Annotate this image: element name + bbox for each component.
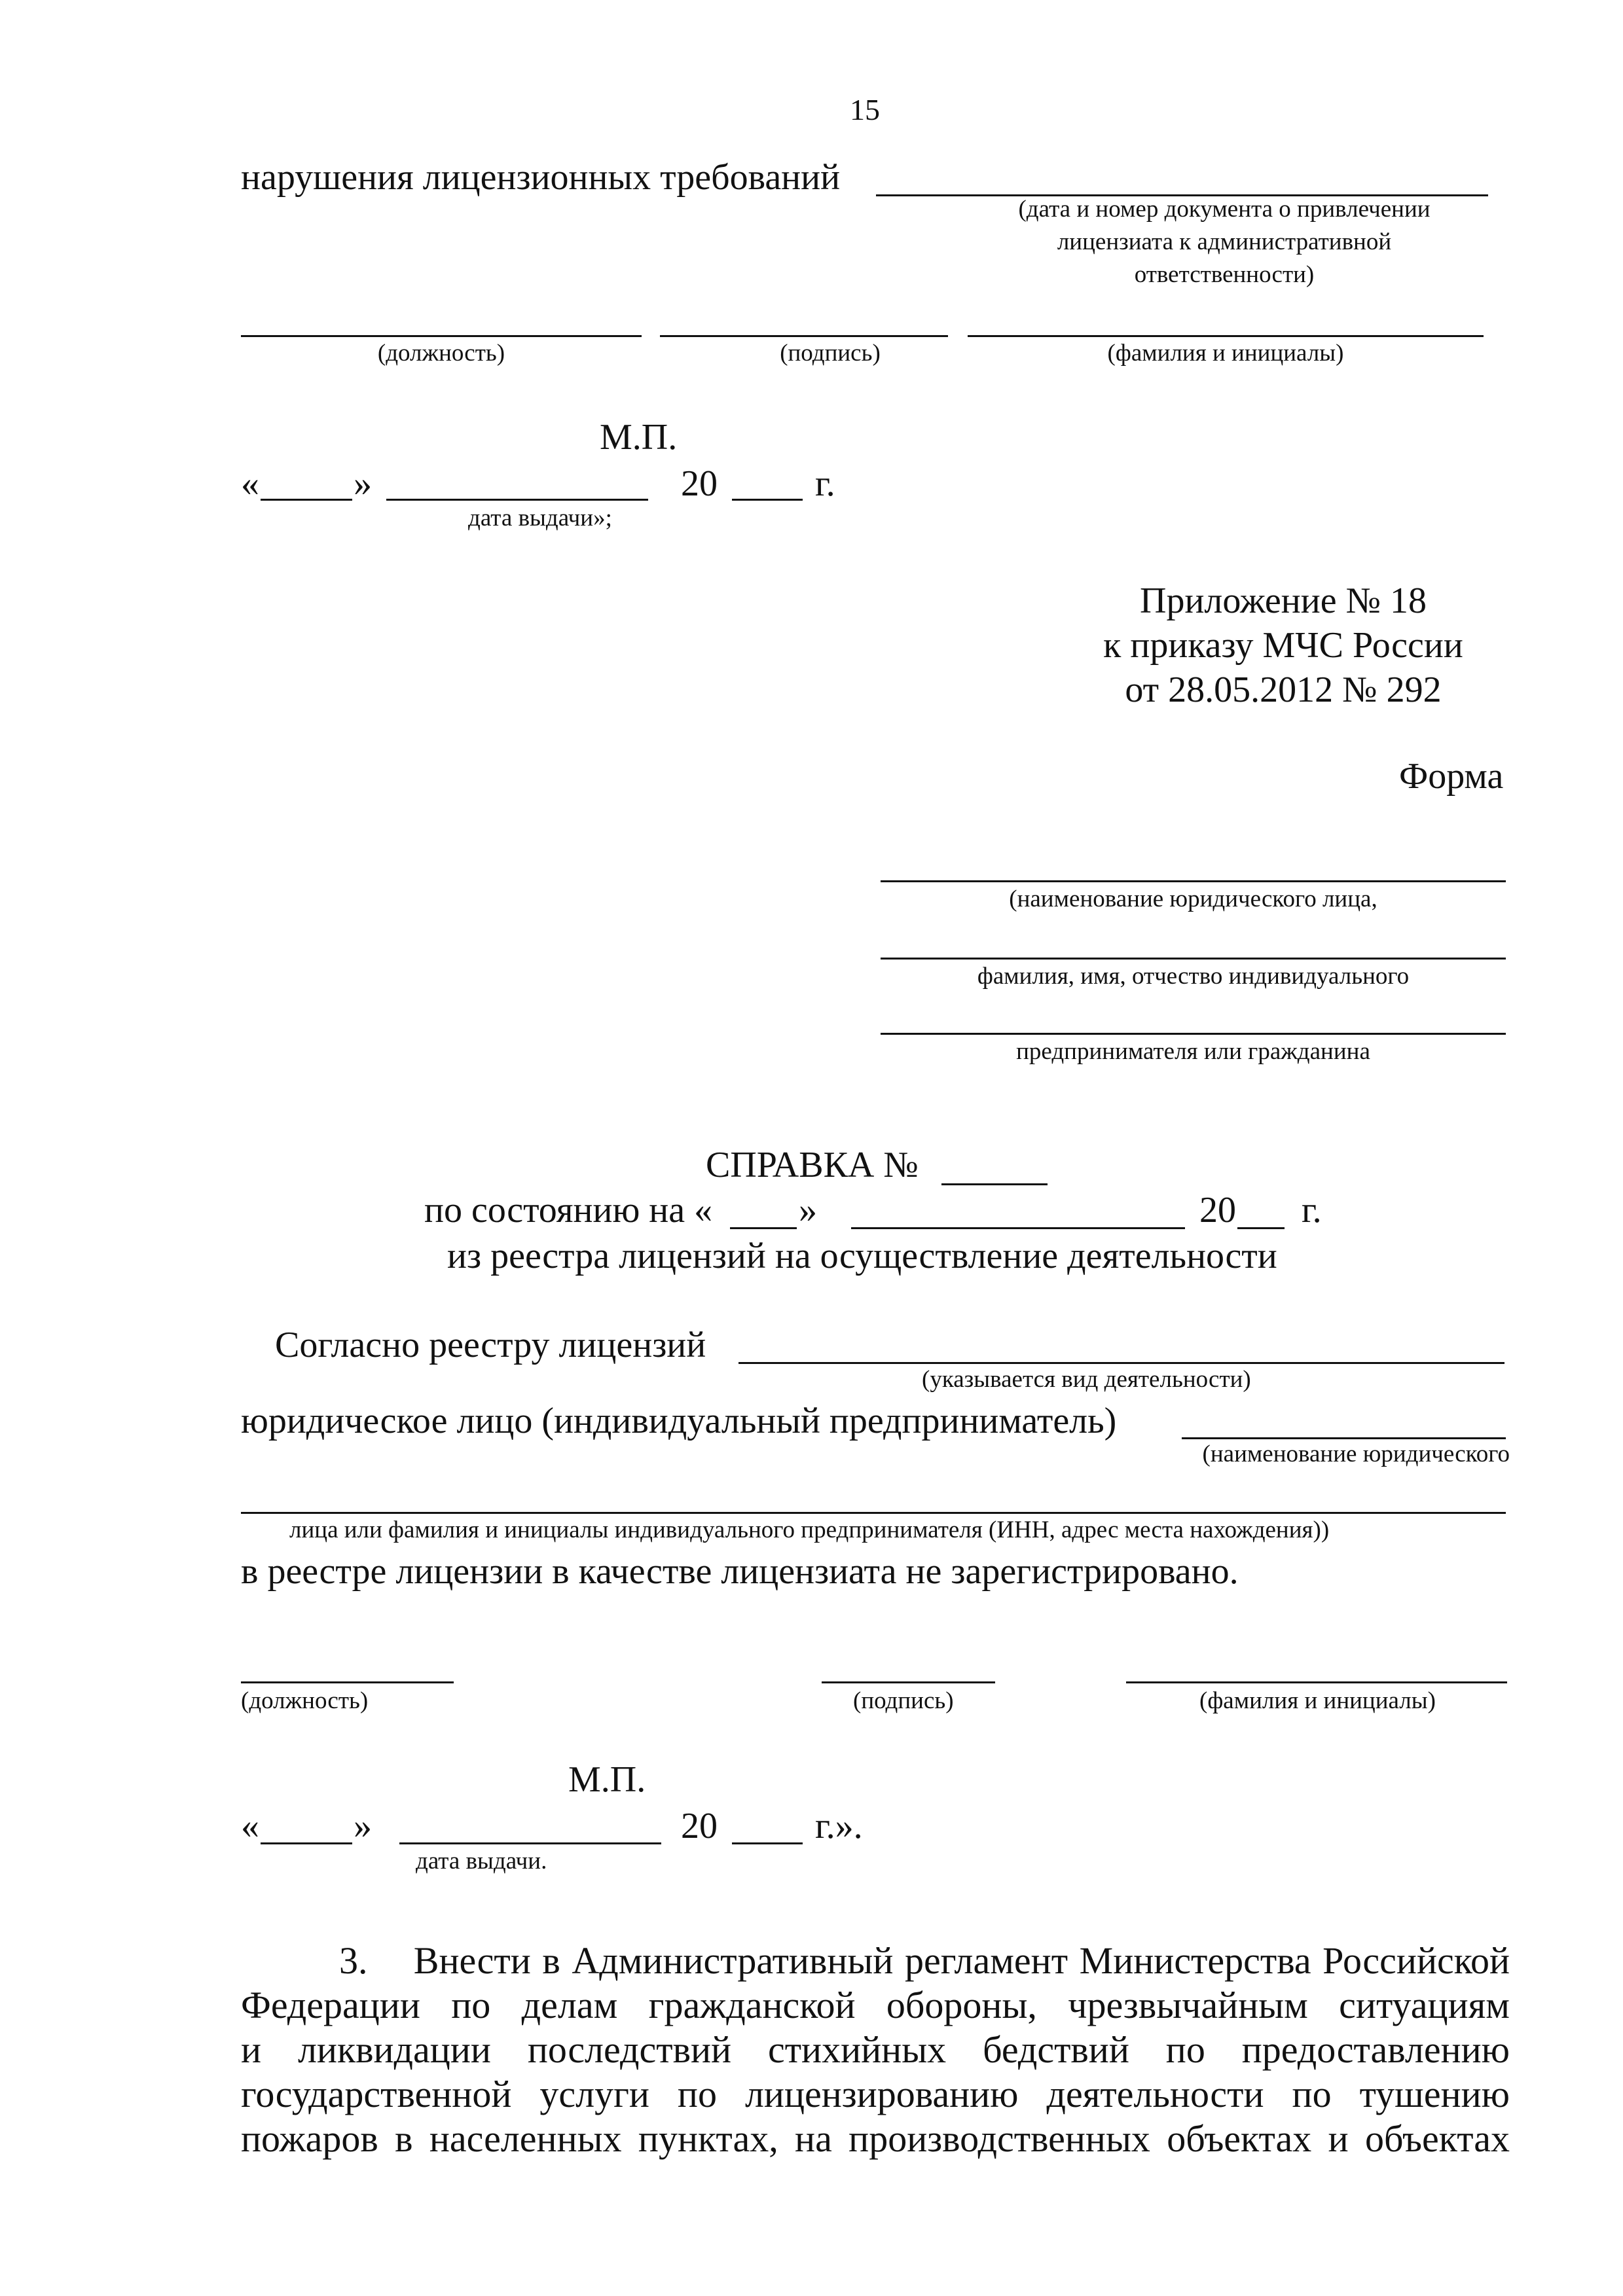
appendix-line-1: Приложение № 18: [1140, 581, 1427, 621]
top-position-caption: (должность): [377, 340, 505, 367]
item-3-line-1: [241, 1939, 1510, 1983]
bottom-date-year-blank: [732, 1842, 803, 1844]
top-date-quote-close: »: [354, 463, 372, 504]
addressee-caption-1: (наименование юридического лица,: [1009, 886, 1377, 912]
item-3-line-5: пожаров в населенных пунктах, на производственных объектах и объектах: [241, 2117, 1510, 2160]
spravka-month-blank: [851, 1227, 1185, 1229]
top-position-line: [241, 335, 642, 337]
top-date-caption: дата выдачи»;: [468, 505, 612, 531]
entity-full-line: [241, 1512, 1506, 1514]
appendix-line-2: к приказу МЧС России: [1103, 625, 1463, 666]
violation-caption-1: (дата и номер документа о привлечении: [1018, 196, 1431, 223]
top-name-line: [968, 335, 1484, 337]
item-3-line-2: Федерации по делам гражданской обороны, чрезвычайным ситуациям: [241, 1984, 1510, 2026]
top-name-caption: (фамилия и инициалы): [1107, 340, 1344, 367]
entity-caption: (наименование юридического: [1202, 1441, 1510, 1467]
bottom-date-year-prefix: 20: [681, 1806, 718, 1846]
bottom-name-line: [1126, 1681, 1507, 1683]
spravka-year-prefix: 20: [1199, 1190, 1236, 1230]
spravka-title: СПРАВКА №: [706, 1145, 919, 1185]
top-date-month-blank: [386, 499, 648, 501]
item-3-paragraph: [241, 1939, 1510, 2161]
appendix-line-3: от 28.05.2012 № 292: [1125, 670, 1442, 710]
top-date-year-prefix: 20: [681, 463, 718, 504]
bottom-signature-caption: (подпись): [853, 1687, 954, 1714]
form-label: Форма: [1399, 756, 1504, 797]
top-date-quote-open: «: [241, 463, 259, 504]
spravka-day-blank: [730, 1227, 797, 1229]
not-registered-text: в реестре лицензии в качестве лицензиата не зарегистрировано.: [241, 1551, 1239, 1592]
bottom-stamp-place: М.П.: [568, 1759, 646, 1800]
spravka-number-blank: [941, 1183, 1048, 1185]
item-3-number: 3.: [339, 1939, 368, 1982]
entity-caption-2: лица или фамилия и инициалы индивидуального предпринимателя (ИНН, адрес места нахождения)): [289, 1516, 1330, 1543]
item-3-line-3: и ликвидации последствий стихийных бедствий по предоставлению: [241, 2028, 1510, 2071]
bottom-name-caption: (фамилия и инициалы): [1199, 1687, 1436, 1714]
page-number: 15: [850, 93, 880, 126]
addressee-line-2: [881, 958, 1506, 960]
violation-caption-3: ответственности): [1134, 261, 1315, 288]
entity-blank: [1182, 1437, 1506, 1439]
bottom-position-caption: (должность): [241, 1687, 369, 1714]
top-signature-line: [660, 335, 948, 337]
item-3-line-1-text: Внести в Административный регламент Министерства Российской: [413, 1939, 1510, 1982]
top-date-g: г.: [815, 463, 835, 504]
spravka-g: г.: [1302, 1190, 1322, 1230]
addressee-caption-3: предпринимателя или гражданина: [1016, 1038, 1370, 1065]
top-stamp-place: М.П.: [600, 417, 678, 457]
spravka-state-prefix: по состоянию на «: [424, 1190, 713, 1230]
entity-label: юридическое лицо (индивидуальный предприниматель): [241, 1401, 1117, 1441]
bottom-date-caption: дата выдачи.: [416, 1848, 547, 1874]
addressee-caption-2: фамилия, имя, отчество индивидуального: [977, 963, 1410, 990]
top-signature-caption: (подпись): [780, 340, 881, 367]
activity-blank: [739, 1362, 1504, 1364]
spravka-year-blank: [1237, 1227, 1285, 1229]
bottom-date-day-blank: [261, 1842, 352, 1844]
addressee-line-1: [881, 880, 1506, 882]
activity-caption: (указывается вид деятельности): [922, 1366, 1251, 1393]
addressee-line-3: [881, 1033, 1506, 1035]
violation-label: нарушения лицензионных требований: [241, 157, 841, 198]
bottom-date-quote-open: «: [241, 1806, 259, 1846]
item-3-line-4: государственной услуги по лицензированию деятельности по тушению: [241, 2073, 1510, 2115]
bottom-position-line: [241, 1681, 454, 1683]
spravka-state-quote-close: »: [799, 1190, 817, 1230]
bottom-date-g: г.».: [815, 1806, 863, 1846]
top-date-year-blank: [732, 499, 803, 501]
violation-caption-2: лицензиата к административной: [1057, 228, 1392, 255]
bottom-date-month-blank: [399, 1842, 661, 1844]
spravka-subtitle: из реестра лицензий на осуществление деятельности: [447, 1236, 1277, 1276]
bottom-signature-line: [822, 1681, 995, 1683]
top-date-day-blank: [261, 499, 352, 501]
according-label: Согласно реестру лицензий: [275, 1325, 706, 1365]
bottom-date-quote-close: »: [354, 1806, 372, 1846]
